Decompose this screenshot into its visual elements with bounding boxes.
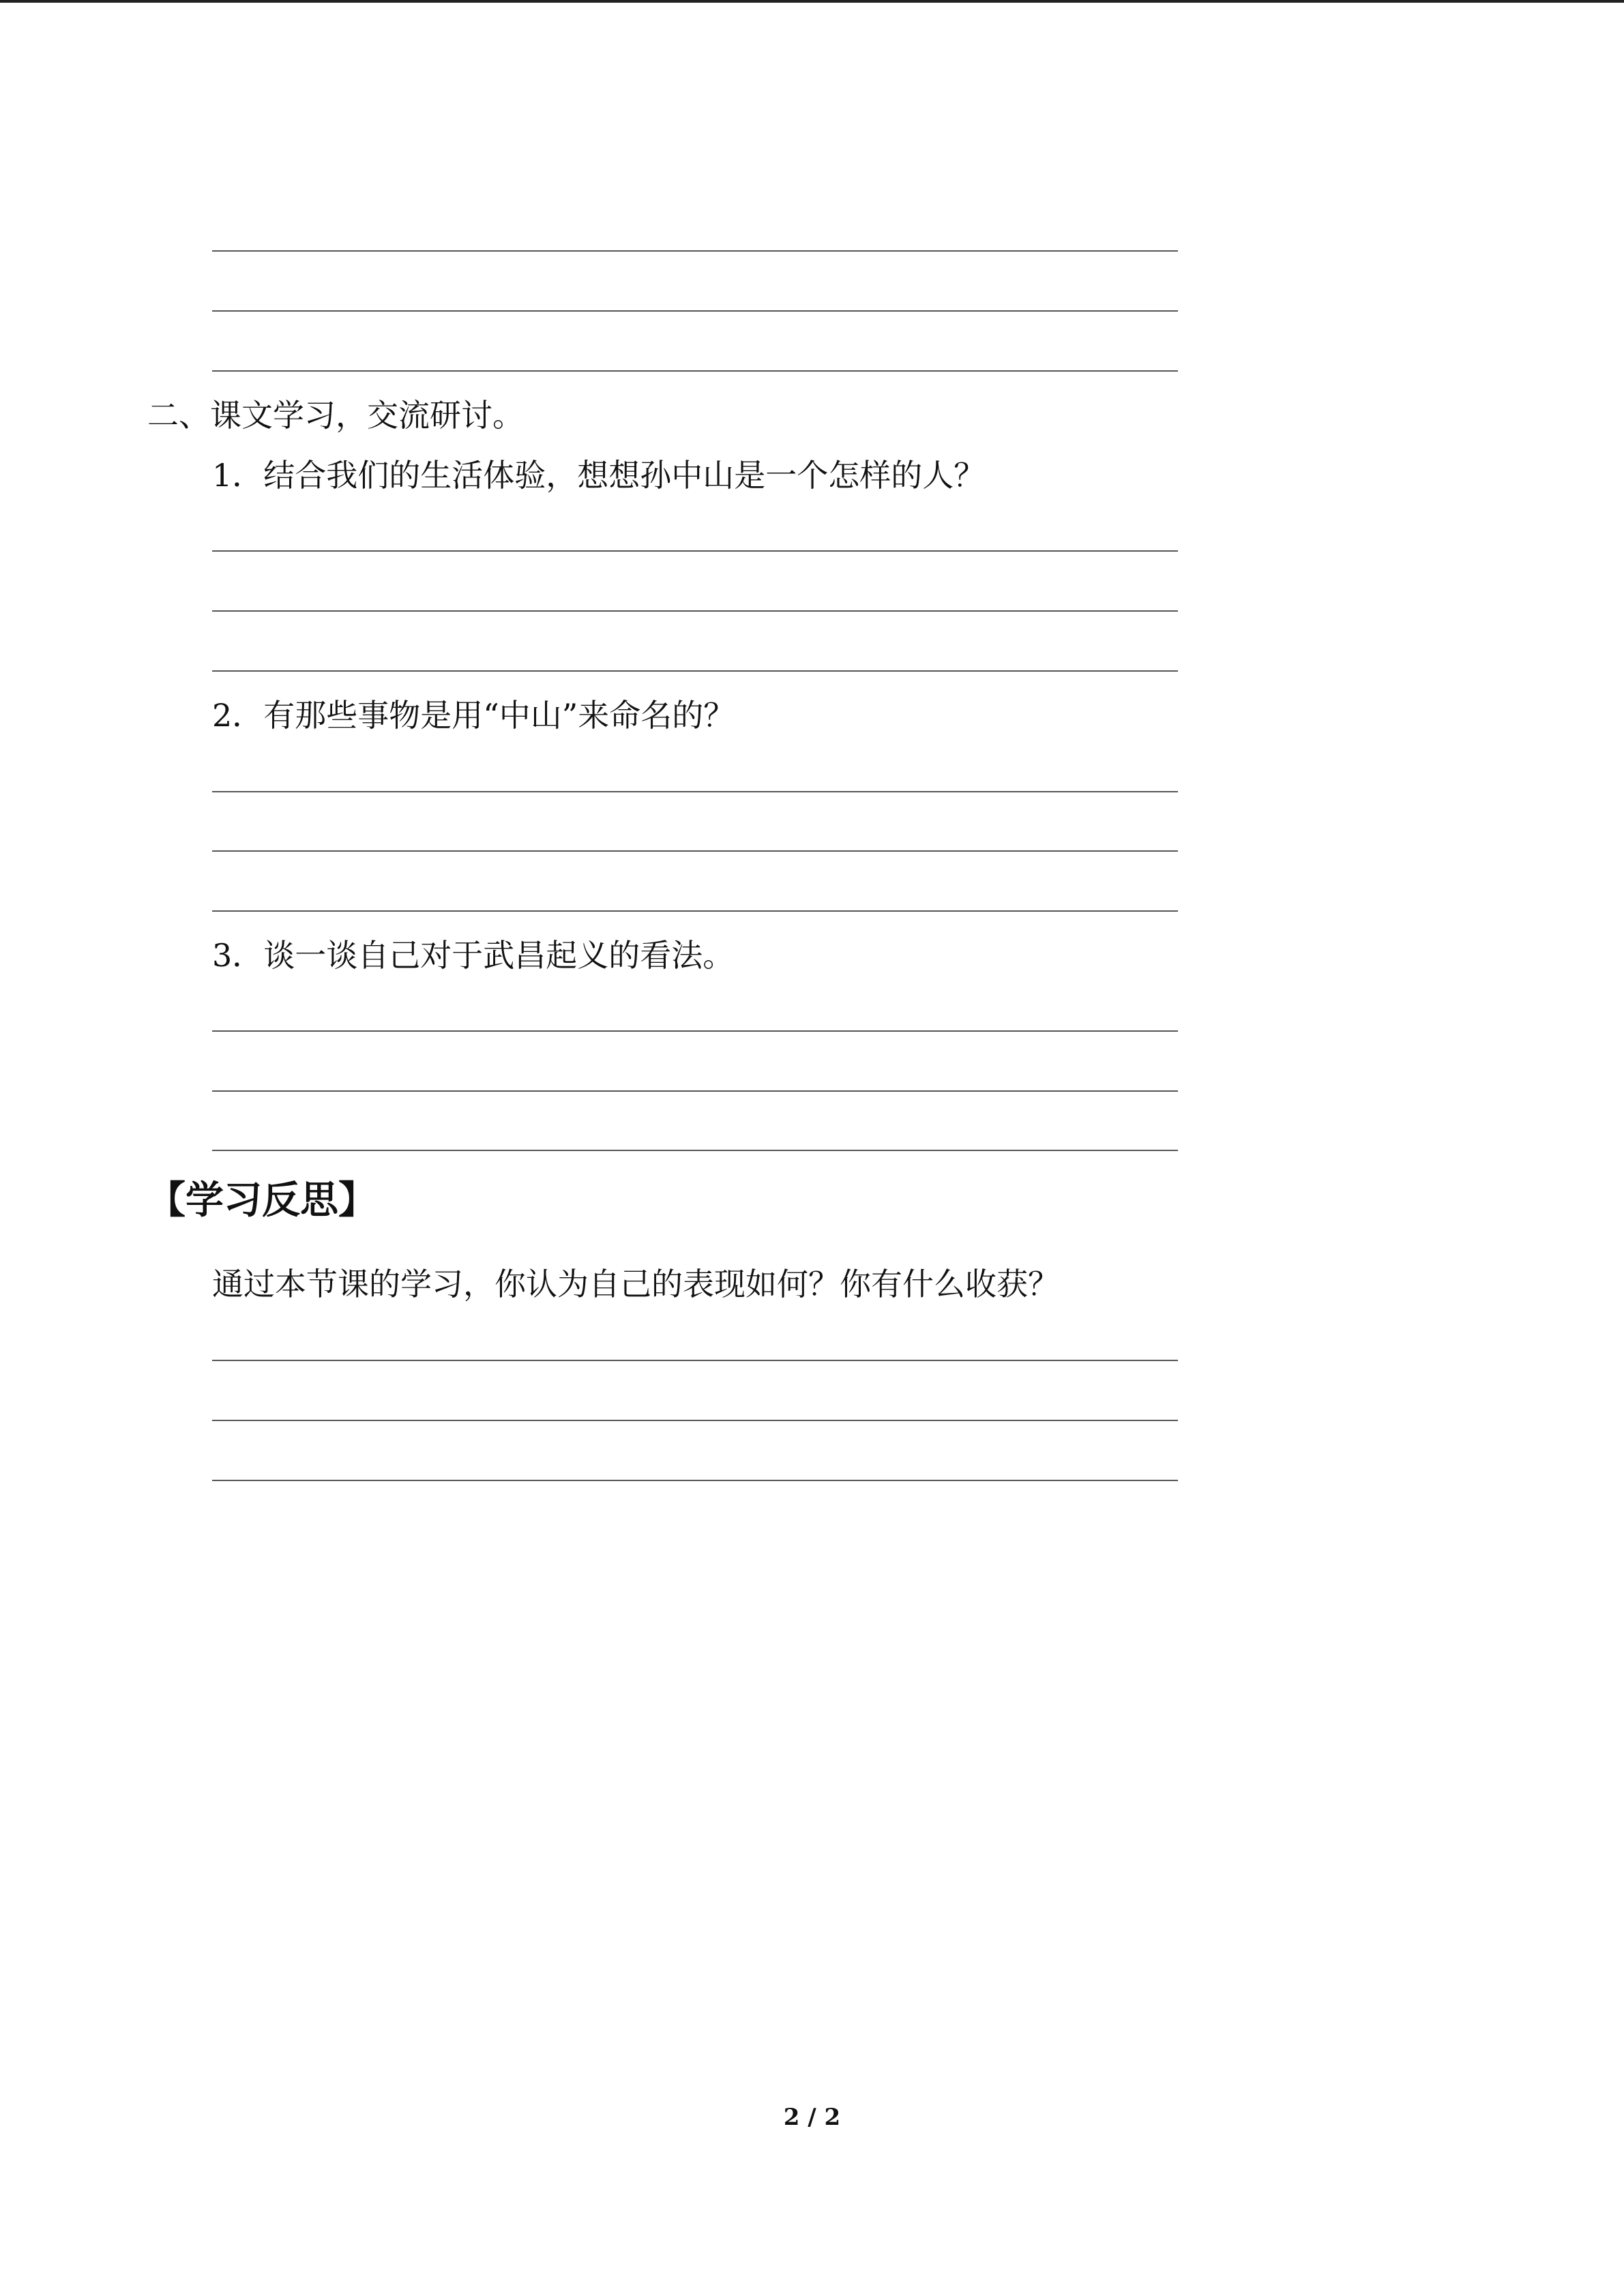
answer-line[interactable] — [212, 550, 1178, 552]
reflection-prompt: 通过本节课的学习，你认为自己的表现如何？你有什么收获？ — [212, 1266, 1059, 1302]
answer-line[interactable] — [212, 310, 1178, 312]
answer-line[interactable] — [212, 1030, 1178, 1032]
section-heading: 二、课文学习，交流研讨。 — [147, 397, 524, 434]
answer-line[interactable] — [212, 1480, 1178, 1481]
answer-line[interactable] — [212, 670, 1178, 672]
page-number: 2 / 2 — [783, 2104, 841, 2131]
question-3: 3．谈一谈自己对于武昌起义的看法。 — [212, 937, 735, 974]
answer-line[interactable] — [212, 1090, 1178, 1092]
answer-line[interactable] — [212, 1360, 1178, 1361]
answer-line[interactable] — [212, 791, 1178, 792]
answer-line[interactable] — [212, 850, 1178, 852]
answer-line[interactable] — [212, 250, 1178, 252]
question-2: 2．有那些事物是用“中山”来命名的？ — [212, 697, 735, 734]
answer-line[interactable] — [212, 1420, 1178, 1421]
question-1: 1．结合我们的生活体验，想想孙中山是一个怎样的人？ — [212, 457, 986, 494]
page-top-border — [0, 0, 1624, 3]
answer-line[interactable] — [212, 1150, 1178, 1151]
answer-line[interactable] — [212, 910, 1178, 912]
answer-line[interactable] — [212, 610, 1178, 612]
answer-line[interactable] — [212, 370, 1178, 372]
reflection-heading: 【学习反思】 — [147, 1178, 377, 1223]
